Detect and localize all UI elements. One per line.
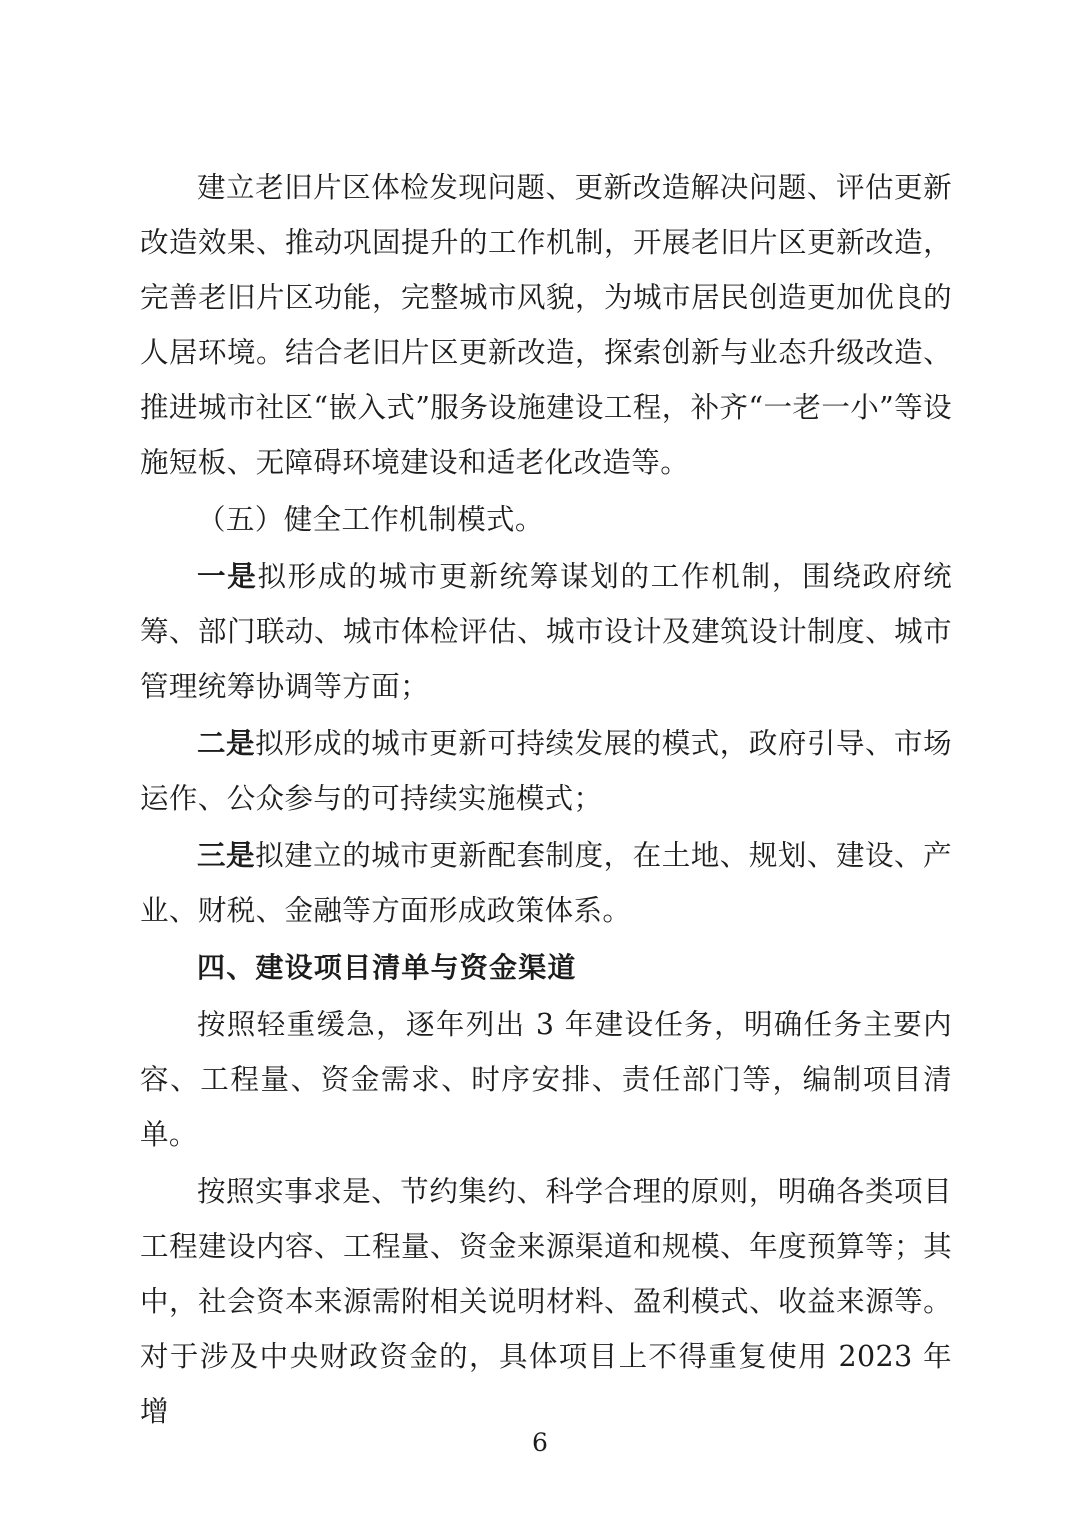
- document-body: [140, 160, 952, 1439]
- paragraph-point-three-text: 拟建立的城市更新配套制度，在土地、规划、建设、产业、财税、金融等方面形成政策体系。: [140, 839, 952, 927]
- paragraph-funding: 按照实事求是、节约集约、科学合理的原则，明确各类项目工程建设内容、工程量、资金来源渠道和规模、年度预算等；其中，社会资本来源需附相关说明材料、盈利模式、收益来源等。对于涉及中央财政资金的，具体项目上不得重复使用 2023 年增: [140, 1175, 952, 1428]
- paragraph-point-one-lead: 一是: [197, 560, 258, 593]
- paragraph-point-three: [140, 828, 952, 938]
- page-number: 6: [532, 1428, 548, 1457]
- paragraph-point-two: [140, 716, 952, 826]
- paragraph-point-three-lead: 三是: [197, 839, 256, 872]
- paragraph-point-one: [140, 549, 952, 714]
- paragraph-project-list: 按照轻重缓急，逐年列出 3 年建设任务，明确任务主要内容、工程量、资金需求、时序安排、责任部门等，编制项目清单。: [140, 1008, 952, 1151]
- paragraph-old-district-renewal: 建立老旧片区体检发现问题、更新改造解决问题、评估更新改造效果、推动巩固提升的工作机制，开展老旧片区更新改造，完善老旧片区功能，完整城市风貌，为城市居民创造更加优良的人居环境。结合老旧片区更新改造，探索创新与业态升级改造、推进城市社区“嵌入式”服务设施建设工程，补齐“一老一小”等设施短板、无障碍环境建设和适老化改造等。: [140, 171, 952, 479]
- paragraph-section-five-title: （五）健全工作机制模式。: [197, 503, 544, 536]
- section-heading-four: 四、建设项目清单与资金渠道: [197, 951, 577, 984]
- paragraph-point-one-text: 拟形成的城市更新统筹谋划的工作机制，围绕政府统筹、部门联动、城市体检评估、城市设计及建筑设计制度、城市管理统筹协调等方面；: [140, 560, 952, 703]
- paragraph-point-two-lead: 二是: [197, 727, 256, 760]
- paragraph-point-two-text: 拟形成的城市更新可持续发展的模式，政府引导、市场运作、公众参与的可持续实施模式；: [140, 727, 952, 815]
